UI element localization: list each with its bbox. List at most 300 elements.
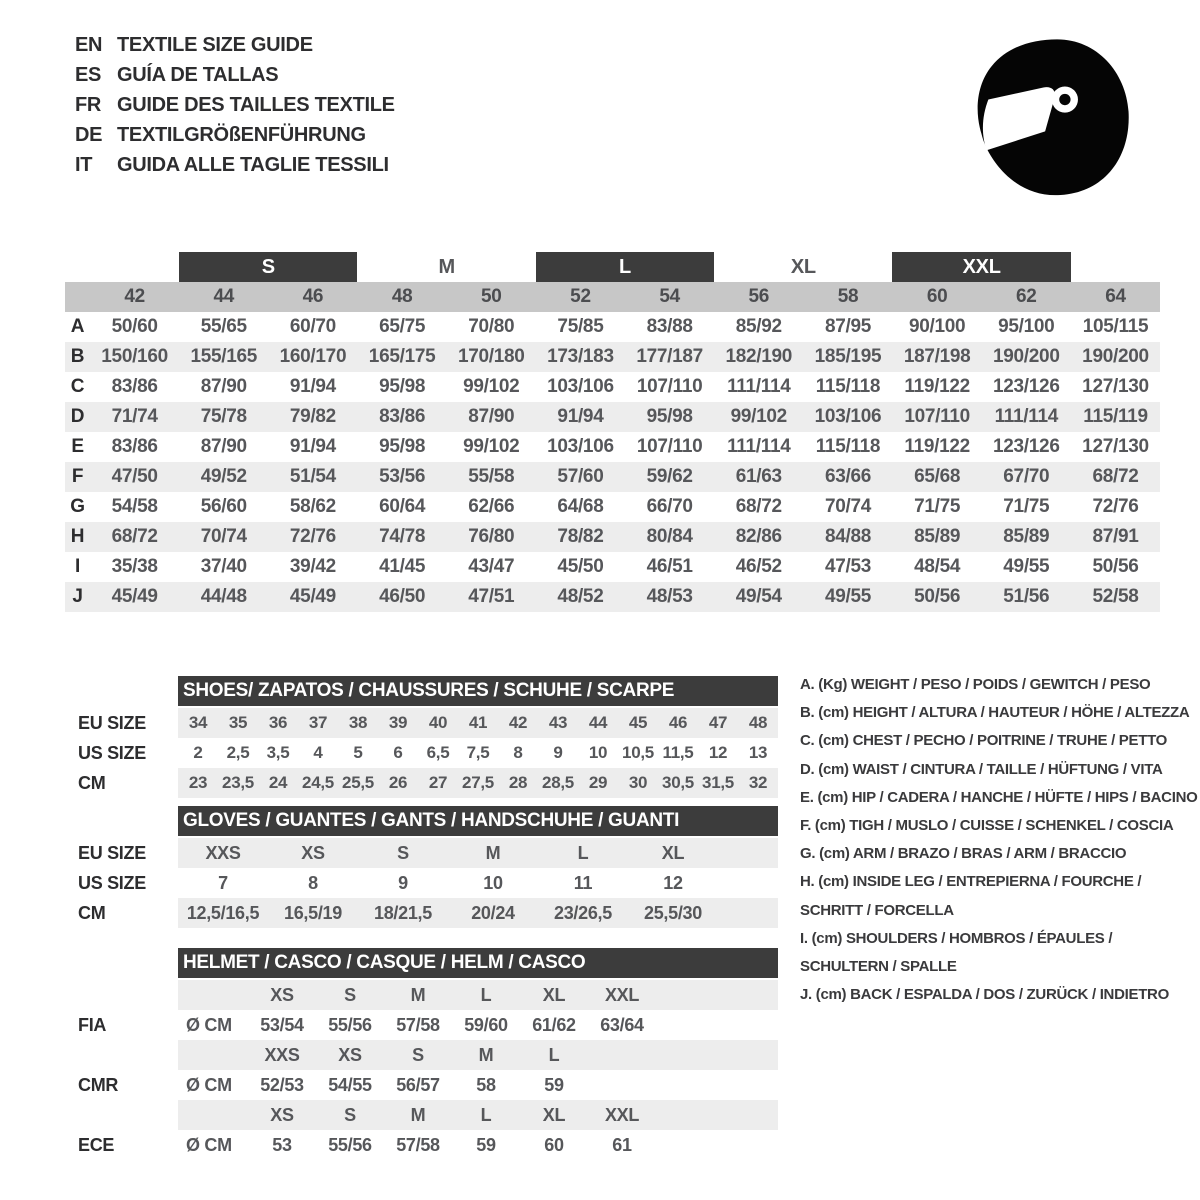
helmet-size-header: S — [412, 1045, 424, 1065]
size-value: 150/160 — [101, 346, 168, 367]
size-row-label: J — [72, 586, 83, 607]
row-label: US SIZE — [78, 743, 146, 763]
cell-value: 24,5 — [302, 773, 334, 792]
helmet-size-header: XXL — [604, 985, 640, 1005]
size-value: 79/82 — [289, 406, 336, 427]
size-value: 107/110 — [904, 406, 970, 427]
cell-value: 11,5 — [662, 743, 694, 762]
size-value: 43/47 — [468, 556, 515, 577]
language-row — [75, 60, 395, 90]
cell-value: 26 — [388, 773, 408, 792]
helmet-sizes-row — [62, 1100, 778, 1130]
cell-value: 27,5 — [462, 773, 494, 792]
legend-line: SCHRITT / FORCELLA — [800, 901, 954, 919]
size-value: 52/58 — [1092, 586, 1139, 607]
size-group-m: M — [438, 255, 455, 278]
size-value: 87/91 — [1092, 526, 1139, 547]
cell-value: 2 — [193, 743, 203, 762]
language-row — [75, 120, 395, 150]
cell-value: 23/26,5 — [554, 903, 612, 923]
cell-value: 47 — [708, 713, 728, 732]
cell-value: 20/24 — [471, 903, 515, 923]
standard-label: ECE — [78, 1135, 115, 1155]
size-column-header: 44 — [213, 286, 235, 307]
standard-label: FIA — [78, 1015, 107, 1035]
cell-value: 10,5 — [622, 743, 654, 762]
helmet-size-header: S — [344, 1105, 356, 1125]
size-row-label: D — [70, 406, 85, 427]
helmet-values-row — [62, 1010, 778, 1040]
size-value: 71/74 — [111, 406, 158, 427]
page-title: GUÍA DE TALLAS — [117, 63, 279, 86]
size-column-header: 62 — [1016, 286, 1037, 307]
size-value: 70/80 — [468, 316, 515, 337]
main-size-table-body — [65, 312, 1160, 612]
size-row-label: F — [71, 466, 84, 487]
helmet-size-header: XL — [542, 985, 566, 1005]
shoes-table — [62, 676, 778, 798]
cell-value: 41 — [468, 713, 488, 732]
cell-value: 4 — [313, 743, 323, 762]
size-value: 87/90 — [468, 406, 515, 427]
helmet-size-value: 61/62 — [532, 1015, 576, 1035]
cell-value: 23 — [188, 773, 208, 792]
size-value: 64/68 — [557, 496, 604, 517]
row-data — [178, 980, 778, 1010]
size-value: 111/114 — [727, 376, 791, 397]
size-value: 55/65 — [200, 316, 247, 337]
table-row — [62, 738, 778, 768]
gloves-table — [62, 806, 778, 928]
size-value: 103/106 — [547, 436, 614, 457]
size-value: 45/49 — [289, 586, 336, 607]
size-value: 85/89 — [914, 526, 961, 547]
size-value: 75/78 — [200, 406, 247, 427]
size-value: 65/75 — [379, 316, 426, 337]
size-value: 49/55 — [1003, 556, 1050, 577]
helmet-table-body — [62, 980, 778, 1160]
size-row — [65, 402, 1160, 432]
size-value: 87/90 — [200, 376, 247, 397]
size-value: 105/115 — [1082, 316, 1149, 337]
size-row — [65, 462, 1160, 492]
size-column-header: 46 — [302, 286, 324, 307]
helmet-size-header: M — [478, 1045, 494, 1065]
row-label: US SIZE — [78, 873, 146, 893]
size-column-header: 64 — [1105, 286, 1126, 307]
cell-value: 9 — [553, 743, 563, 762]
cell-value: 12,5/16,5 — [186, 903, 260, 923]
cell-value: 39 — [388, 713, 408, 732]
row-data — [178, 768, 778, 798]
legend-line: F. (cm) TIGH / MUSLO / CUISSE / SCHENKEL / COSCIA — [800, 817, 1174, 835]
cell-value: 10 — [483, 873, 503, 893]
size-value: 173/183 — [547, 346, 614, 367]
size-value: 46/52 — [735, 556, 782, 577]
size-value: 123/126 — [993, 436, 1060, 457]
cell-value: 34 — [188, 713, 208, 732]
size-group-l: L — [536, 252, 714, 282]
table-row — [62, 868, 778, 898]
table-row — [62, 898, 778, 928]
unit-spacer — [178, 980, 248, 1010]
label-column-spacer — [62, 948, 178, 978]
row-data — [178, 868, 778, 898]
size-value: 83/86 — [379, 406, 426, 427]
cell-value: 16,5/19 — [284, 903, 342, 923]
size-value: 47/53 — [824, 556, 871, 577]
size-value: 182/190 — [725, 346, 793, 367]
numbers-row-spacer — [65, 282, 90, 312]
cell-value: XL — [661, 843, 685, 863]
helmet-sizes-row — [62, 1040, 778, 1070]
size-value: 59/62 — [646, 466, 693, 487]
language-code: FR — [75, 93, 102, 116]
helmet-size-value: 59/60 — [464, 1015, 508, 1035]
language-code: IT — [75, 153, 93, 176]
cell-value: L — [577, 843, 589, 863]
size-column-header: 48 — [391, 286, 413, 307]
row-label — [62, 1040, 178, 1070]
size-value: 155/165 — [190, 346, 258, 367]
size-value: 48/52 — [557, 586, 604, 607]
helmet-size-value: 52/53 — [260, 1075, 304, 1095]
size-row-label: A — [70, 316, 85, 337]
size-value: 185/195 — [814, 346, 882, 367]
size-value: 99/102 — [730, 406, 787, 427]
diameter-unit-label: Ø CM — [186, 1135, 232, 1155]
size-value: 60/70 — [289, 316, 336, 337]
language-row — [75, 90, 395, 120]
size-value: 85/92 — [735, 316, 782, 337]
size-row-label: B — [70, 346, 85, 367]
cell-value: 3,5 — [266, 743, 290, 762]
size-value: 54/58 — [111, 496, 158, 517]
cell-value: 37 — [308, 713, 328, 732]
size-value: 46/51 — [646, 556, 693, 577]
language-code: DE — [75, 123, 103, 146]
size-value: 91/94 — [289, 436, 336, 457]
size-value: 107/110 — [636, 436, 703, 457]
helmet-size-header: XS — [270, 1105, 294, 1125]
helmet-size-value: 55/56 — [328, 1135, 372, 1155]
size-value: 165/175 — [368, 346, 436, 367]
row-data — [178, 898, 778, 928]
legend-line: G. (cm) ARM / BRAZO / BRAS / ARM / BRACCIO — [800, 845, 1127, 863]
size-value: 91/94 — [289, 376, 336, 397]
size-value: 111/114 — [994, 406, 1059, 427]
size-value: 95/98 — [646, 406, 693, 427]
size-value: 127/130 — [1082, 376, 1149, 397]
cell-value: 30 — [628, 773, 648, 792]
helmet-size-value: 57/58 — [396, 1135, 440, 1155]
size-row-label: H — [70, 526, 85, 547]
row-data — [178, 1130, 778, 1160]
size-group-s: S — [179, 252, 357, 282]
cell-value: 36 — [268, 713, 288, 732]
cell-value: 18/21,5 — [374, 903, 432, 923]
size-row — [65, 552, 1160, 582]
size-value: 170/180 — [457, 346, 525, 367]
cell-value: 35 — [228, 713, 248, 732]
page-title: GUIDE DES TAILLES TEXTILE — [117, 93, 395, 116]
size-value: 48/54 — [914, 556, 961, 577]
size-value: 115/118 — [815, 436, 881, 457]
size-value: 45/50 — [557, 556, 604, 577]
helmet-size-value: 53/54 — [260, 1015, 304, 1035]
size-column-header: 56 — [748, 286, 770, 307]
gloves-table-title: GLOVES / GUANTES / GANTS / HANDSCHUHE / GUANTI — [178, 806, 778, 836]
cell-value: 8 — [308, 873, 318, 893]
language-row — [75, 150, 395, 180]
size-value: 90/100 — [908, 316, 966, 337]
size-value: 41/45 — [379, 556, 426, 577]
size-row-label: G — [70, 496, 85, 517]
size-row — [65, 342, 1160, 372]
label-column-spacer — [62, 676, 178, 706]
size-value: 95/98 — [379, 436, 426, 457]
cell-value: 11 — [573, 873, 593, 893]
gloves-table-body — [62, 838, 778, 928]
helmet-size-value: 58 — [476, 1075, 496, 1095]
cell-value: 7 — [218, 873, 228, 893]
size-value: 56/60 — [200, 496, 247, 517]
cell-value: S — [397, 843, 409, 863]
cell-value: 5 — [353, 743, 363, 762]
helmet-size-value: 54/55 — [328, 1075, 372, 1095]
measurement-legend — [800, 671, 1200, 1009]
size-value: 50/56 — [914, 586, 961, 607]
size-row — [65, 582, 1160, 612]
row-label — [62, 980, 178, 1010]
language-title-list — [75, 30, 395, 180]
size-value: 123/126 — [993, 376, 1060, 397]
size-value: 87/90 — [200, 436, 247, 457]
size-row-label: C — [70, 376, 85, 397]
cell-value: 2,5 — [226, 743, 250, 762]
cell-value: 10 — [588, 743, 608, 762]
table-row — [62, 708, 778, 738]
helmet-size-header: L — [480, 1105, 492, 1125]
row-data — [178, 738, 778, 768]
cell-value: 43 — [548, 713, 568, 732]
cell-value: 30,5 — [662, 773, 694, 792]
size-value: 70/74 — [200, 526, 247, 547]
size-value: 119/122 — [904, 436, 970, 457]
size-column-header: 58 — [837, 286, 859, 307]
shoes-title-row — [62, 676, 778, 706]
cell-value: 13 — [748, 743, 768, 762]
diameter-unit-label: Ø CM — [186, 1015, 232, 1035]
cell-value: XS — [301, 843, 325, 863]
cell-value: 46 — [668, 713, 688, 732]
cell-value: 38 — [348, 713, 368, 732]
size-value: 47/51 — [468, 586, 515, 607]
size-value: 85/89 — [1003, 526, 1050, 547]
size-value: 67/70 — [1003, 466, 1050, 487]
size-value: 60/64 — [379, 496, 426, 517]
cell-value: 25,5/30 — [644, 903, 702, 923]
size-value: 83/86 — [111, 436, 158, 457]
size-value: 91/94 — [557, 406, 604, 427]
size-value: 190/200 — [993, 346, 1060, 367]
size-value: 76/80 — [468, 526, 515, 547]
cell-value: 24 — [268, 773, 288, 792]
helmet-size-value: 53 — [272, 1135, 292, 1155]
cell-value: 25,5 — [342, 773, 374, 792]
size-value: 50/56 — [1092, 556, 1139, 577]
size-value: 49/52 — [200, 466, 247, 487]
size-column-header: 54 — [659, 286, 680, 307]
size-value: 68/72 — [1092, 466, 1139, 487]
cell-value: 48 — [748, 713, 768, 732]
size-column-header: 52 — [570, 286, 591, 307]
size-value: 51/56 — [1003, 586, 1050, 607]
helmet-size-header: M — [410, 1105, 426, 1125]
size-value: 37/40 — [200, 556, 247, 577]
legend-line: A. (Kg) WEIGHT / PESO / POIDS / GEWITCH / PESO — [800, 676, 1151, 693]
size-value: 48/53 — [646, 586, 693, 607]
helmet-size-header: XL — [542, 1105, 566, 1125]
legend-line: B. (cm) HEIGHT / ALTURA / HAUTEUR / HÖHE / ALTEZZA — [800, 704, 1190, 722]
size-value: 49/55 — [824, 586, 871, 607]
helmet-table-title: HELMET / CASCO / CASQUE / HELM / CASCO — [178, 948, 778, 978]
size-value: 35/38 — [111, 556, 158, 577]
helmet-icon — [966, 28, 1138, 202]
cell-value: 28,5 — [542, 773, 574, 792]
table-row — [62, 768, 778, 798]
row-label: EU SIZE — [78, 713, 146, 733]
size-row-label: I — [75, 556, 80, 577]
shoes-table-body — [62, 708, 778, 798]
size-value: 72/76 — [289, 526, 336, 547]
size-group-row — [65, 252, 1160, 282]
size-value: 80/84 — [646, 526, 693, 547]
diameter-unit-label: Ø CM — [186, 1075, 232, 1095]
cell-value: XXS — [205, 843, 241, 863]
helmet-size-value: 55/56 — [328, 1015, 372, 1035]
size-value: 127/130 — [1082, 436, 1149, 457]
size-value: 68/72 — [111, 526, 158, 547]
size-group-xxl: XXL — [892, 252, 1070, 282]
size-row — [65, 522, 1160, 552]
size-value: 115/119 — [1083, 406, 1148, 427]
table-row — [62, 838, 778, 868]
helmet-size-value: 61 — [612, 1135, 632, 1155]
size-value: 68/72 — [735, 496, 782, 517]
size-value: 47/50 — [111, 466, 158, 487]
size-row — [65, 492, 1160, 522]
size-row-label: E — [71, 436, 84, 457]
cell-value: 28 — [508, 773, 528, 792]
size-value: 78/82 — [557, 526, 604, 547]
helmet-values-row — [62, 1070, 778, 1100]
row-label: CM — [78, 773, 106, 793]
size-value: 45/49 — [111, 586, 158, 607]
gloves-title-row — [62, 806, 778, 836]
unit-spacer — [178, 1040, 248, 1070]
size-value: 72/76 — [1092, 496, 1139, 517]
size-row — [65, 312, 1160, 342]
helmet-size-header: XXL — [604, 1105, 640, 1125]
size-value: 63/66 — [824, 466, 871, 487]
size-value: 190/200 — [1082, 346, 1149, 367]
size-value: 83/86 — [111, 376, 158, 397]
helmet-title-row — [62, 948, 778, 978]
cell-value: 23,5 — [222, 773, 254, 792]
row-data — [178, 1010, 778, 1040]
size-value: 177/187 — [636, 346, 703, 367]
size-value: 46/50 — [379, 586, 426, 607]
legend-line: I. (cm) SHOULDERS / HOMBROS / ÉPAULES / — [800, 929, 1113, 947]
legend-line: J. (cm) BACK / ESPALDA / DOS / ZURÜCK / INDIETRO — [800, 986, 1169, 1004]
unit-spacer — [178, 1100, 248, 1130]
helmet-size-header: XXS — [264, 1045, 300, 1065]
cell-value: 31,5 — [702, 773, 734, 792]
size-value: 107/110 — [636, 376, 703, 397]
cell-value: 42 — [508, 713, 528, 732]
row-data — [178, 1100, 778, 1130]
size-row — [65, 432, 1160, 462]
page-title: GUIDA ALLE TAGLIE TESSILI — [117, 153, 389, 176]
size-value: 62/66 — [468, 496, 515, 517]
language-code: EN — [75, 33, 103, 56]
legend-line: D. (cm) WAIST / CINTURA / TAILLE / HÜFTUNG / VITA — [800, 760, 1163, 778]
legend-line: H. (cm) INSIDE LEG / ENTREPIERNA / FOURCHE / — [800, 873, 1142, 891]
helmet-size-value: 63/64 — [600, 1015, 644, 1035]
size-row — [65, 372, 1160, 402]
helmet-size-value: 57/58 — [396, 1015, 440, 1035]
size-value: 39/42 — [289, 556, 336, 577]
cell-value: 40 — [428, 713, 448, 732]
helmet-size-header: L — [548, 1045, 560, 1065]
size-value: 71/75 — [1003, 496, 1050, 517]
size-column-header: 42 — [124, 286, 145, 307]
helmet-size-value: 60 — [544, 1135, 564, 1155]
size-value: 87/95 — [824, 316, 871, 337]
row-label — [62, 1100, 178, 1130]
cell-value: M — [485, 843, 501, 863]
size-value: 58/62 — [289, 496, 336, 517]
size-value: 55/58 — [468, 466, 515, 487]
size-value: 66/70 — [646, 496, 693, 517]
size-value: 44/48 — [200, 586, 247, 607]
size-value: 50/60 — [111, 316, 158, 337]
size-value: 83/88 — [646, 316, 693, 337]
size-value: 160/170 — [279, 346, 347, 367]
size-group-xl: XL — [790, 255, 816, 278]
size-value: 115/118 — [815, 376, 881, 397]
helmet-size-header: XS — [270, 985, 294, 1005]
legend-line: C. (cm) CHEST / PECHO / POITRINE / TRUHE / PETTO — [800, 732, 1168, 750]
main-size-table — [65, 252, 1160, 612]
size-column-header: 60 — [926, 286, 948, 307]
size-value: 57/60 — [557, 466, 604, 487]
label-column-spacer — [62, 806, 178, 836]
cell-value: 7,5 — [466, 743, 490, 762]
cell-value: 8 — [513, 743, 523, 762]
cell-value: 9 — [398, 873, 408, 893]
size-value: 99/102 — [463, 376, 520, 397]
size-value: 74/78 — [379, 526, 426, 547]
language-code: ES — [75, 63, 102, 86]
size-value: 187/198 — [903, 346, 971, 367]
page-title: TEXTILGRÖßENFÜHRUNG — [117, 123, 366, 146]
cell-value: 12 — [708, 743, 728, 762]
page-title: TEXTILE SIZE GUIDE — [117, 33, 313, 56]
size-value: 99/102 — [463, 436, 520, 457]
cell-value: 29 — [588, 773, 608, 792]
